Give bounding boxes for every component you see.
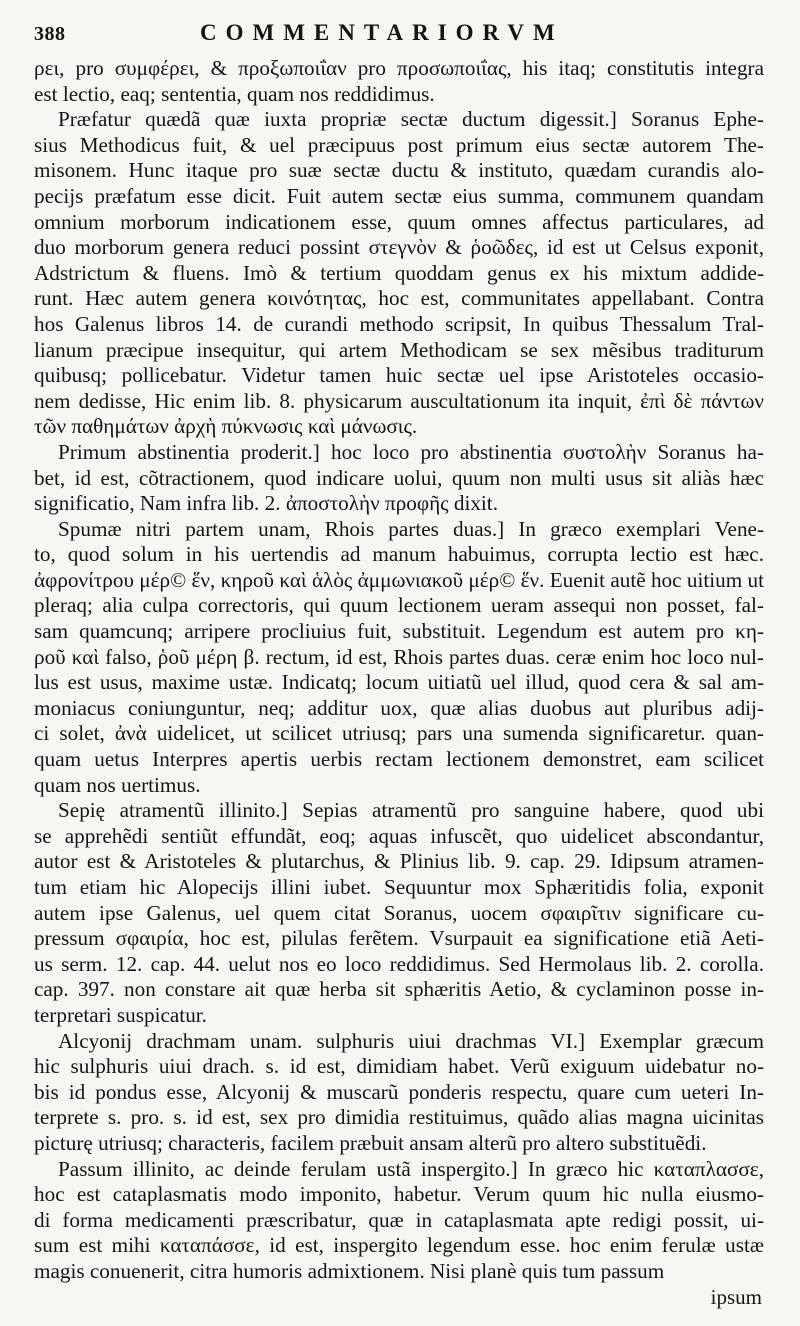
text-line: hic sulphuris uiui drach. s. id est, dimidiam habet. Verũ exiguum uidebatur no- — [34, 1054, 764, 1079]
text-line: di forma medicamenti præscribatur, quæ in cataplasmata apte redigi possit, ui- — [34, 1207, 764, 1232]
text-line: autor est & Aristoteles & plutarchus, & Plinius lib. 9. cap. 29. Idipsum atramen- — [34, 849, 764, 874]
text-line: Primum abstinentia proderit.] hoc loco pro abstinentia συστολὴν Soranus ha- — [58, 439, 764, 464]
catchword: ipsum — [710, 1284, 762, 1309]
paragraph — [34, 107, 764, 440]
text-line: significatio, Nam infra lib. 2. ἀποστολὴν προφῆς dixit. — [34, 491, 498, 516]
paragraph — [34, 798, 764, 1028]
text-line: pleraq; alia culpa correctoris, qui quum lectionem ueram assequi non posset, fal- — [34, 593, 764, 618]
text-line: se apprehẽdi sentiũt effundãt, eoq; aquas infuscẽt, quo uidelicet abscondantur, — [34, 823, 764, 848]
text-line: ci solet, ἀνὰ uidelicet, ut scilicet utriusq; pars una sumenda significaretur. quan- — [34, 721, 764, 746]
text-line: runt. Hæc autem genera κοινότητας, hoc est, communitates appellabant. Contra — [34, 286, 764, 311]
commentary-text — [34, 56, 764, 1285]
text-line: cap. 397. non constare ait quæ herba sit sphæritis Aetio, & cyclaminon posse in- — [34, 977, 764, 1002]
catchword-row — [34, 1285, 764, 1309]
running-head: COMMENTARIORVM — [200, 20, 564, 45]
text-line: Passum illinito, ac deinde ferulam ustã inspergito.] In græco hic καταπλασσε, — [58, 1156, 764, 1181]
text-line: moniacus coniunguntur, neq; additur uox, quæ alias duobus aut pluribus adij- — [34, 695, 764, 720]
text-line: ἀφρονίτρου μέρ© ἕν, κηροῦ καὶ ἁλὸς ἀμμωνιακοῦ μέρ© ἕν. Euenit autẽ hoc uitium ut — [34, 567, 764, 592]
text-line: terpretari suspicatur. — [34, 1002, 207, 1027]
text-line: quam uetus Interpres apertis uerbis rectam lectionem demonstret, eam scilicet — [34, 747, 764, 772]
text-line: ρει, pro συμφέρει, & προξωποιΐαν pro προσωποιΐας, his itaq; constitutis integra — [34, 56, 764, 80]
text-line: Præfatur quædã quæ iuxta propriæ sectæ ductum digessit.] Soranus Ephe- — [58, 107, 764, 132]
paragraph — [34, 56, 764, 107]
text-line: misonem. Hunc itaque pro suæ sectæ ductu & instituto, quædam curandis alo- — [34, 158, 764, 183]
text-line: Alcyonij drachmam unam. sulphuris uiui drachmas VI.] Exemplar græcum — [58, 1028, 764, 1053]
text-line: quibusq; pollicebatur. Videtur tamen huic sectæ uel ipse Aristoteles occasio- — [34, 363, 764, 388]
page-number: 388 — [34, 23, 66, 45]
text-line: Spumæ nitri partem unam, Rhois partes duas.] In græco exemplari Vene- — [58, 516, 764, 541]
text-line: hos Galenus libros 14. de curandi methodo scripsit, In quibus Thessalum Tral- — [34, 311, 764, 336]
page-header — [34, 20, 764, 54]
text-line: pecijs præfatum esse dicit. Fuit autem sectæ eius summa, communem quandam — [34, 183, 764, 208]
text-line: Sepię atramentũ illinito.] Sepias atramentũ pro sanguine habere, quod ubi — [58, 798, 764, 823]
text-line: tum etiam hic Alopecijs illini iubet. Sequuntur mox Sphæritidis folia, exponit — [34, 875, 764, 899]
text-line: sius Methodicus fuit, & uel præcipuus post primum eius sectæ autorem The- — [34, 132, 764, 157]
text-line: bet, id est, cõtractionem, quod indicare uolui, quum non multi usus sit aliàs hæc — [34, 465, 764, 490]
text-line: est lectio, eaq; sententia, quam nos reddidimus. — [34, 81, 435, 106]
paragraph — [34, 517, 764, 799]
text-line: sam quamcunq; arripere procliuius fuit, substituit. Legendum est autem pro κη- — [34, 619, 764, 644]
paragraph — [34, 1029, 764, 1157]
text-line: ροῦ καὶ falso, ῥοῦ μέρη β. rectum, id est, Rhois partes duas. ceræ enim hoc loco nul- — [34, 644, 764, 669]
paragraph — [34, 1157, 764, 1285]
text-line: duo morborum genera reduci possint στεγνὸν & ῥοῶδες, id est ut Celsus exponit, — [34, 235, 764, 260]
text-line: pressum σφαιρία, hoc est, pilulas ferẽtem. Vsurpauit ea significatione etiã Aeti- — [34, 926, 764, 951]
text-line: sum est mihi καταπάσσε, id est, inspergito legendum esse. hoc enim ferulæ ustæ — [34, 1233, 764, 1258]
text-line: nem dedisse, Hic enim lib. 8. physicarum auscultationum ita inquit, ἐπὶ δὲ πάντων — [34, 388, 764, 413]
text-line: omnium morborum indicationem esse, quum omnes affectus particulares, ad — [34, 209, 764, 234]
text-line: autem ipse Galenus, uel quem citat Soranus, uocem σφαιρῖτιν significare cu- — [34, 900, 764, 925]
text-line: lianum præcipue insequitur, qui artem Methodicam se sex mẽsibus traditurum — [34, 337, 764, 362]
text-line: lus est usus, maxime ustæ. Indicatq; locum uitiatũ uel illud, quod cera & sal am- — [34, 670, 764, 695]
text-line: quam nos uertimus. — [34, 772, 201, 797]
text-line: terprete s. pro. s. id est, sex pro dimidia restituimus, quãdo alias magna uicinitas — [34, 1105, 764, 1130]
text-line: to, quod solum in his uertendis ad manum habuimus, corrupta lectio est hæc. — [34, 542, 764, 567]
paragraph — [34, 440, 764, 517]
text-line: hoc est cataplasmatis modo imponito, habetur. Verum quum hic nulla eiusmo- — [34, 1182, 764, 1207]
text-line: picturę utriusq; characteris, facilem præbuit ansam alterũ pro altero substituẽdi. — [34, 1130, 707, 1155]
text-line: us serm. 12. cap. 44. uelut nos eo loco reddidimus. Sed Hermolaus lib. 2. corolla. — [34, 951, 764, 976]
text-line: magis conuenerit, citra humoris admixtionem. Nisi planè quis tum passum — [34, 1258, 665, 1283]
text-line: τῶν παθημάτων ἀρχὴ πύκνωσις καὶ μάνωσις. — [34, 414, 418, 439]
text-line: Adstrictum & fluens. Imò & tertium quoddam genus ex his mixtum addide- — [34, 260, 764, 285]
text-line: bis id pondus esse, Alcyonij & muscarũ ponderis respectu, quare cum ueteri In- — [34, 1079, 764, 1104]
